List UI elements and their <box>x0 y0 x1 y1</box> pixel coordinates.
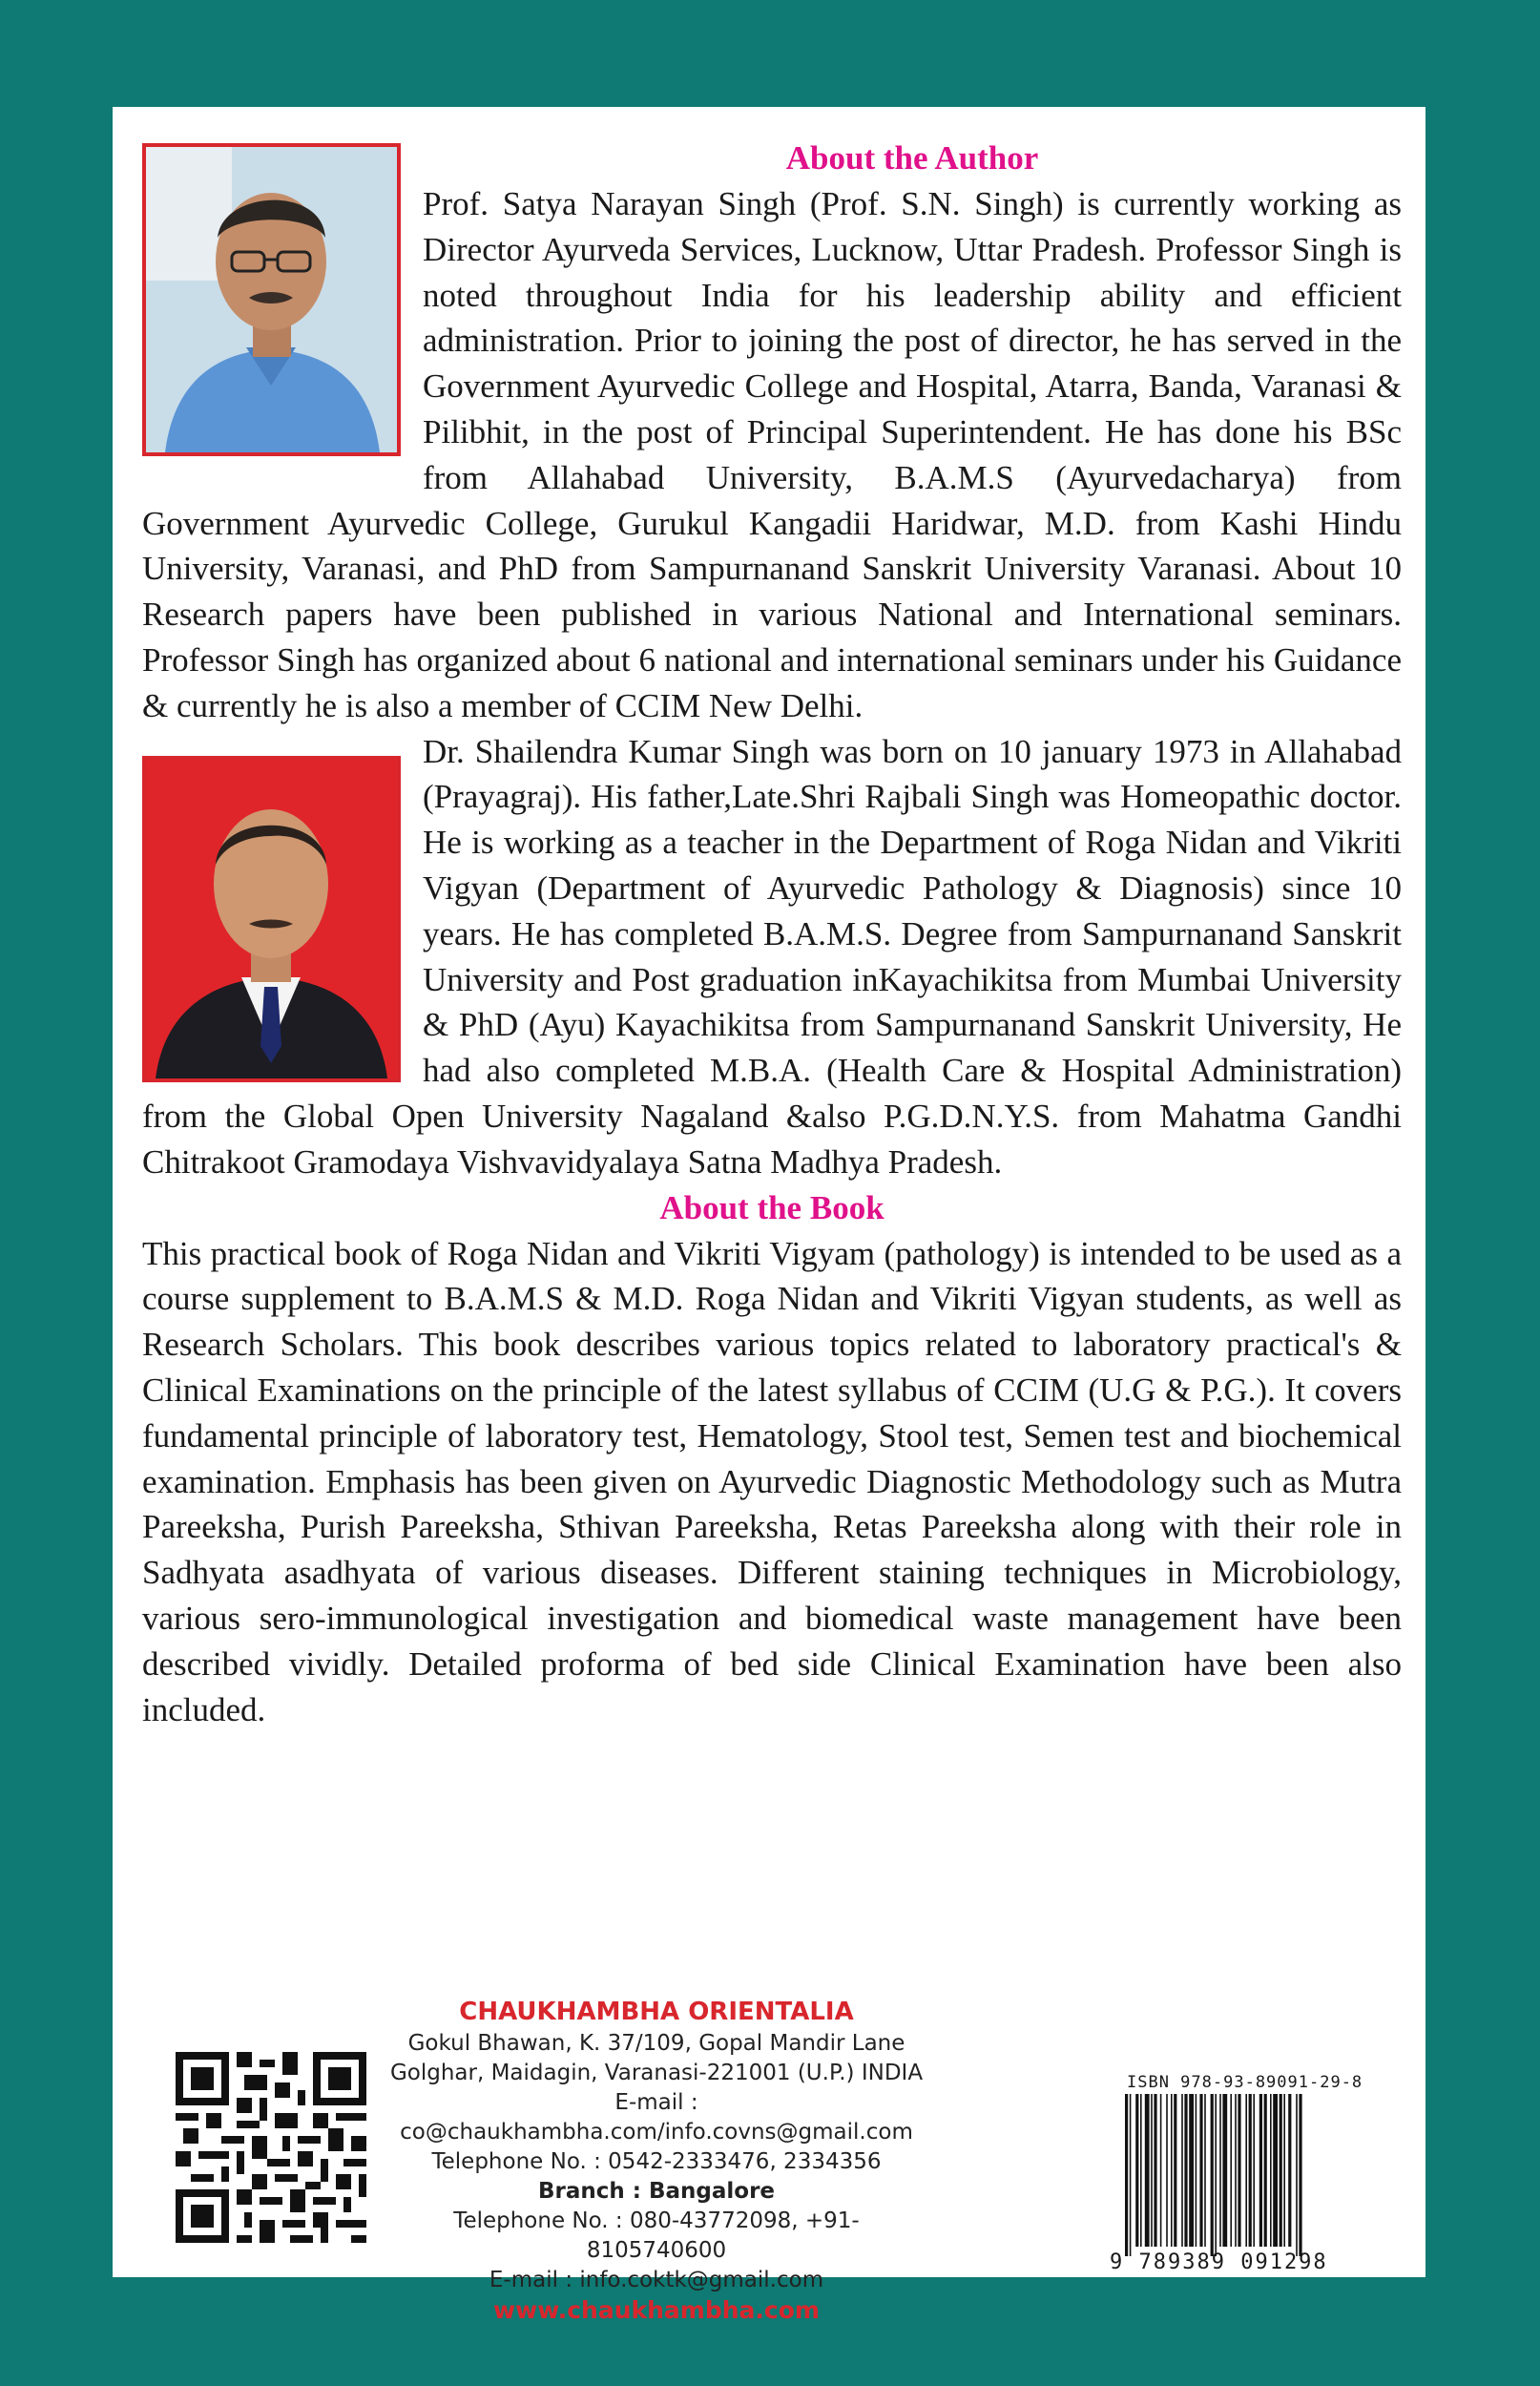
author2-bio: Dr. Shailendra Kumar Singh was born on 10 january 1973 in Allahabad (Prayagraj). His father,Late.Shri Rajbali Singh was Homeopathic doctor. He is working as a teacher in the Department of Roga Nidan and Vikriti Vigyan (Department of Ayurvedic Pathology & Diagnosis) since 10 years. He has completed B.A.M.S. Degree from Sampurnanand Sanskrit University and Post graduation inKayachikitsa from Mumbai University & PhD (Ayu) Kayachikitsa from Sampurnanand Sanskrit University, He had also completed M.B.A. (Health Care & Hospital Administration) from the Global Open University Nagaland &also P.G.D.N.Y.S. from Mahatma Gandhi Chitrakoot Gramodaya Vishvavidyalaya Satna Madhya Pradesh. <box>142 732 1402 1181</box>
publisher-address-line1: Gokul Bhawan, K. 37/109, Gopal Mandir Lane <box>407 2031 905 2056</box>
about-author-heading: About the Author <box>785 139 1039 177</box>
branch-email: E-mail : info.coktk@gmail.com <box>489 2268 824 2292</box>
publisher-website[interactable]: www.chaukhambha.com <box>493 2296 820 2324</box>
author1-bio: Prof. Satya Narayan Singh (Prof. S.N. Singh) is currently working as Director Ayurveda Services, Lucknow, Uttar Pradesh. Professor Singh is noted throughout India for his leadership ability and efficient administration. Prior to joining the post of director, he has served in the Government Ayurvedic College and Hospital, Atarra, Banda, Varanasi & Pilibhit, in the post of Principal Superintendent. He has done his BSc from Allahabad University, B.A.M.S (Ayurvedacharya) from Government Ayurvedic College, Gurukul Kangadii Haridwar, M.D. from Kashi Hindu University, Varanasi, and PhD from Sampurnanand Sanskrit University Varanasi. About 10 Research papers have been published in various National and International seminars. Professor Singh has organized about 6 national and international seminars under his Guidance & currently he is also a member of CCIM New Delhi. <box>142 185 1402 724</box>
cover-panel <box>113 107 1426 2324</box>
publisher-footer <box>113 1995 1426 2324</box>
branch-phone: Telephone No. : 080-43772098, +91-8105740600 <box>453 2208 860 2263</box>
isbn-barcode <box>1108 2073 1409 2277</box>
qr-code-icon <box>176 2052 366 2243</box>
author1-portrait-icon <box>146 147 397 452</box>
branch-label: Branch : Bangalore <box>537 2179 776 2204</box>
content-column <box>142 136 1402 1732</box>
publisher-email: E-mail : co@chaukhambha.com/info.covns@gmail.com <box>400 2090 913 2145</box>
publisher-info <box>389 1995 924 2325</box>
publisher-phone: Telephone No. : 0542-2333476, 2334356 <box>431 2149 882 2174</box>
barcode-icon <box>1108 2094 1409 2256</box>
publisher-address-line2: Golghar, Maidagin, Varanasi-221001 (U.P.) INDIA <box>389 2061 924 2085</box>
publisher-name: CHAUKHAMBHA ORIENTALIA <box>459 1998 854 2026</box>
isbn-label: ISBN 978-93-89091-29-8 <box>1127 2073 1363 2092</box>
about-book-heading: About the Book <box>659 1188 884 1226</box>
author1-photo <box>142 143 401 456</box>
author2-photo <box>142 756 401 1082</box>
isbn-digits: 9 789389 091298 <box>1110 2250 1328 2274</box>
author2-portrait-icon <box>146 760 397 1078</box>
about-book-text: This practical book of Roga Nidan and Vikriti Vigyam (pathology) is intended to be used as a course supplement to B.A.M.S & M.D. Roga Nidan and Vikriti Vigyan students, as well as Research Scholars. This book describes various topics related to laboratory practical's & Clinical Examinations on the principle of the latest syllabus of CCIM (U.G & P.G.). It covers fundamental principle of laboratory test, Hematology, Stool test, Semen test and biochemical examination. Emphasis has been given on Ayurvedic Diagnostic Methodology such as Mutra Pareeksha, Purish Pareeksha, Sthivan Pareeksha, Retas Pareeksha along with their role in Sadhyata asadhyata of various diseases. Different staining techniques in Microbiology, various sero-immunological investigation and biomedical waste management have been described vividly. Detailed proforma of bed side Clinical Examination have been also included. <box>142 1234 1402 1728</box>
